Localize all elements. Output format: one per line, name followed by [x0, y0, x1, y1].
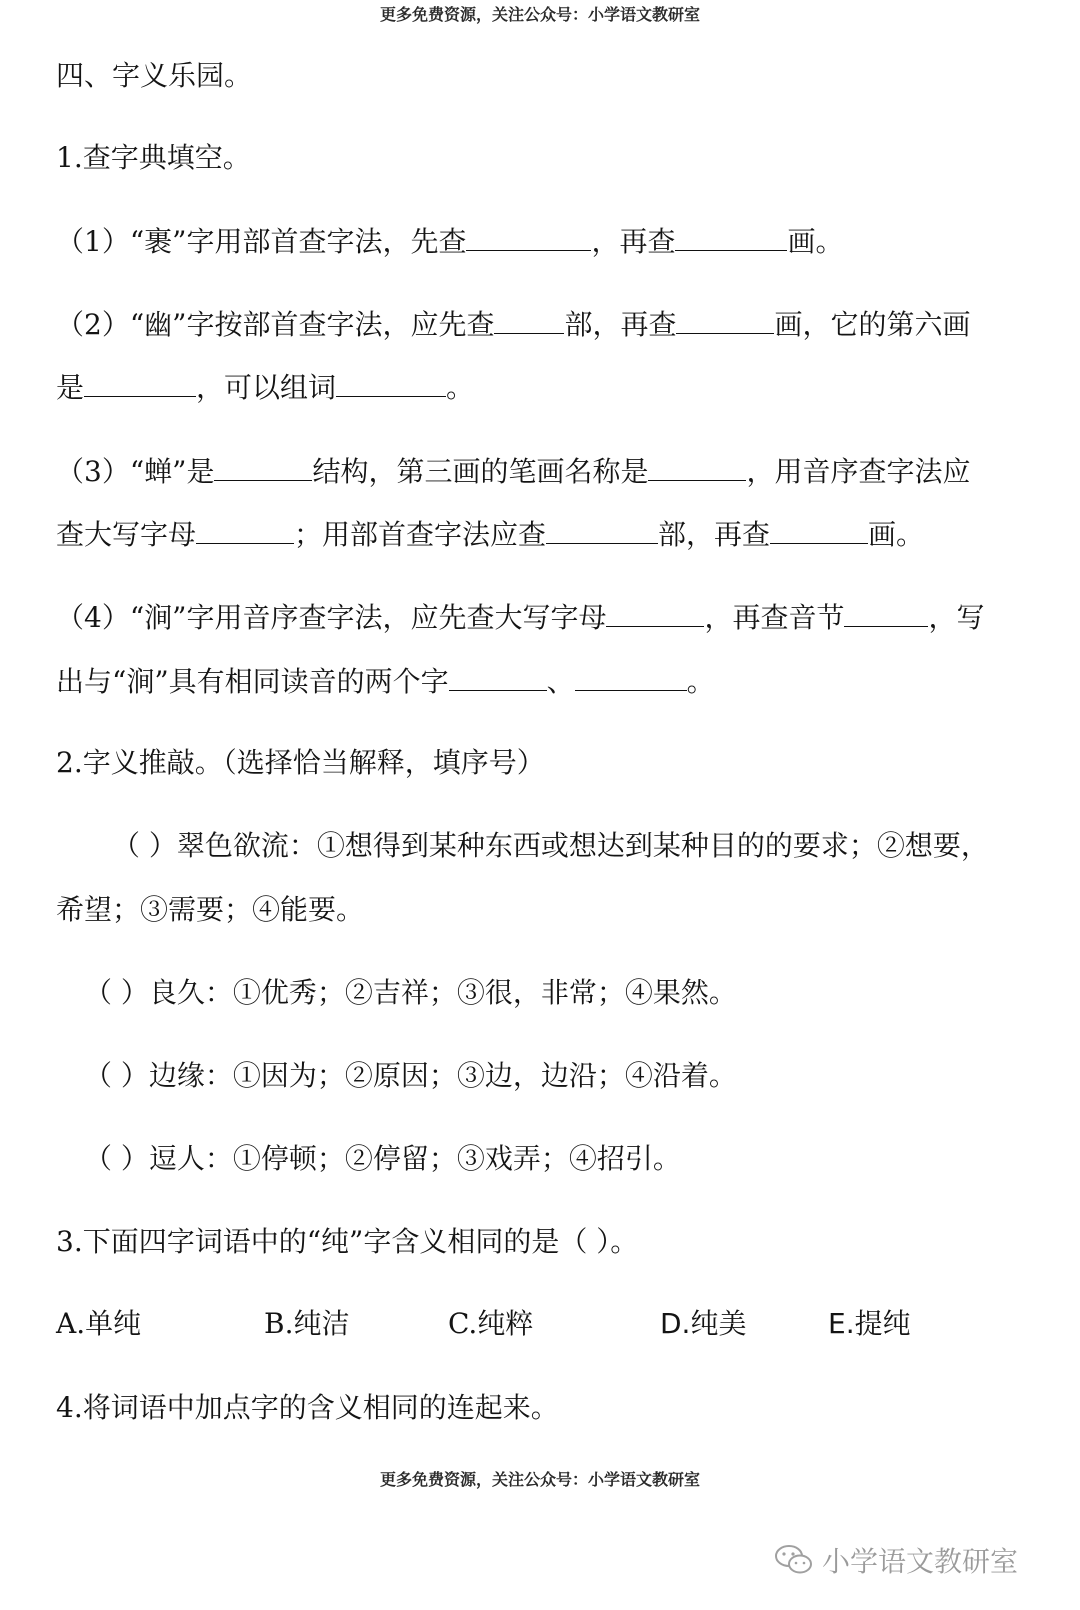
blank — [449, 662, 547, 691]
blank — [676, 305, 774, 334]
q1-item-3b: 查大写字母 ；用部首查字法应查 部，再查 画。 — [56, 515, 924, 553]
q1-title: 1.查字典填空。 — [56, 141, 251, 174]
blank — [770, 515, 868, 544]
q2-title: 2.字义推敲。（选择恰当解释，填序号） — [56, 746, 545, 779]
blank — [546, 515, 658, 544]
watermark — [774, 1540, 1018, 1580]
q2-item-4: （ ）逗人：①停顿；②停留；③戏弄；④招引。 — [84, 1142, 681, 1175]
blank — [84, 368, 196, 397]
blank — [466, 222, 591, 251]
page-footer: 更多免费资源，关注公众号：小学语文教研室 — [379, 1470, 700, 1489]
q2-item-3: （ ）边缘：①因为；②原因；③边，边沿；④沿着。 — [84, 1059, 737, 1092]
q3-option-e: E.提纯 — [828, 1307, 911, 1340]
q1-item-3a: （3）“蝉”是 结构，第三画的笔画名称是 ，用音序查字法应 — [56, 452, 970, 490]
q2-item-1b: 希望；③需要；④能要。 — [56, 893, 365, 926]
blank — [575, 662, 687, 691]
q3-option-c: C.纯粹 — [448, 1307, 534, 1340]
wechat-icon — [774, 1543, 814, 1577]
q1-item-2a: （2）“幽”字按部首查字法，应先查 部，再查 画，它的第六画 — [56, 305, 970, 343]
q2-item-2: （ ）良久：①优秀；②吉祥；③很，非常；④果然。 — [84, 976, 737, 1009]
q1-item-4a: （4）“涧”字用音序查字法，应先查大写字母 ，再查音节 ，写 — [56, 598, 984, 636]
section-title: 四、字义乐园。 — [56, 59, 253, 92]
watermark-text: 小学语文教研室 — [821, 1545, 1018, 1578]
q1-item-2b: 是 ，可以组词 。 — [56, 368, 474, 406]
q2-item-1a: （ ）翠色欲流：①想得到某种东西或想达到某种目的的要求；②想要， — [112, 829, 989, 862]
blank — [648, 452, 746, 481]
blank — [196, 515, 294, 544]
q3-title: 3.下面四字词语中的“纯”字含义相同的是（ ）。 — [56, 1225, 639, 1258]
blank — [494, 305, 564, 334]
blank — [844, 598, 928, 627]
q3-option-b: B.纯洁 — [264, 1307, 350, 1340]
q3-option-a: A.单纯 — [56, 1307, 142, 1340]
q4-title: 4.将词语中加点字的含义相同的连起来。 — [56, 1391, 559, 1424]
blank — [606, 598, 704, 627]
q1-item-1: （1）“裹”字用部首查字法，先查 ，再查 画。 — [56, 222, 843, 260]
q1-item-4b: 出与“涧”具有相同读音的两个字 、 。 — [56, 662, 715, 700]
blank — [336, 368, 446, 397]
q3-option-d: D.纯美 — [660, 1307, 747, 1340]
blank — [675, 222, 787, 251]
blank — [214, 452, 312, 481]
page-header: 更多免费资源，关注公众号：小学语文教研室 — [379, 5, 700, 24]
